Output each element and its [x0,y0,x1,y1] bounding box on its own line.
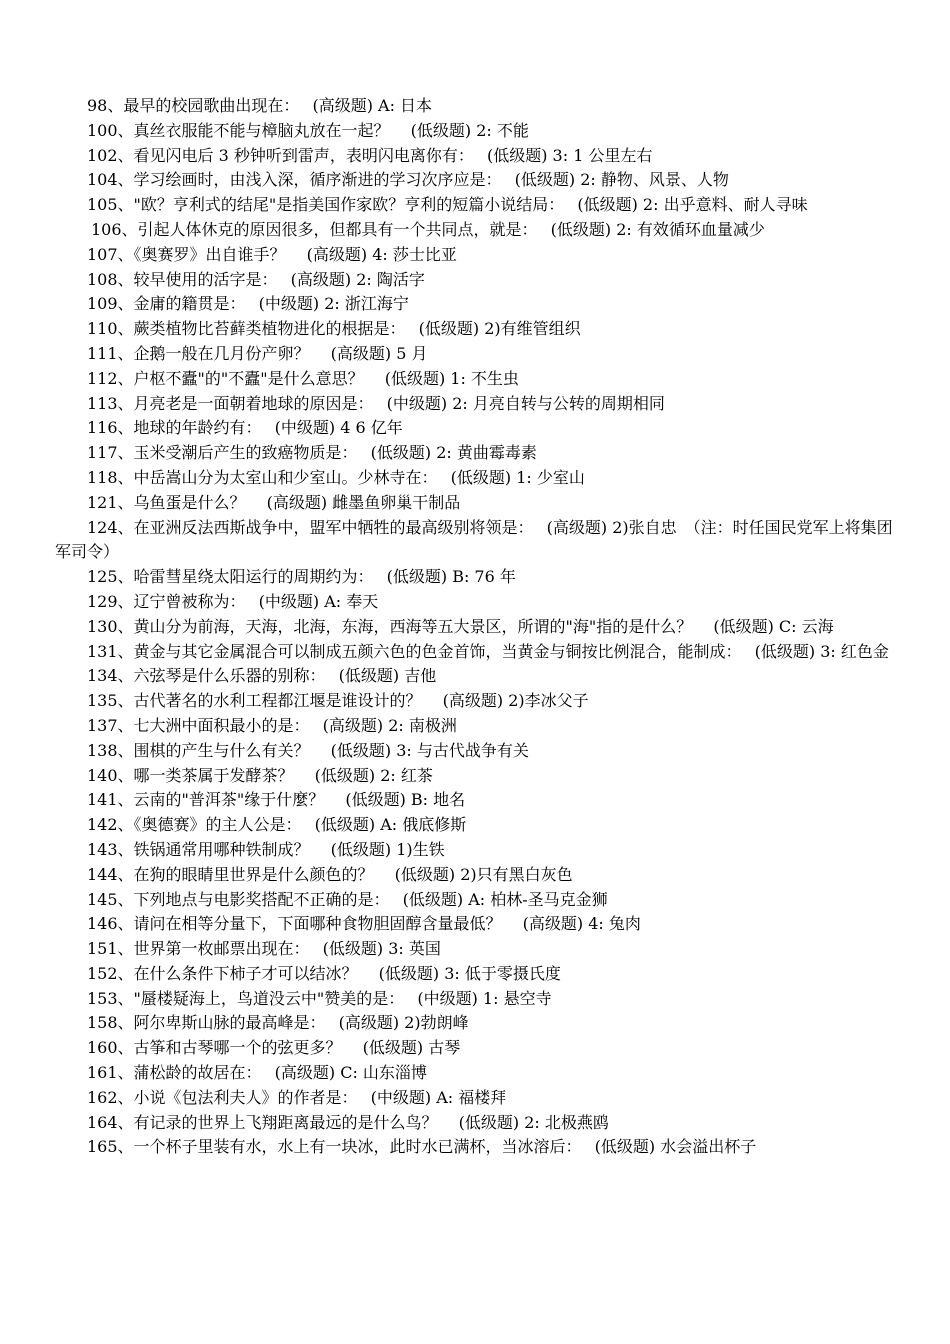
list-item: 131、黄金与其它金属混合可以制成五颜六色的色金首饰，当黄金与铜按比例混合，能制成： (低级题) 3: 红色金 [87,641,889,661]
list-item: 100、真丝衣服能不能与樟脑丸放在一起？ (低级题) 2: 不能 [87,120,529,140]
list-item: 116、地球的年龄约有： (中级题) 4 6 亿年 [87,418,403,438]
list-item: 104、学习绘画时，由浅入深，循序渐进的学习次序应是： (低级题) 2: 静物、风景、人物 [87,170,729,190]
list-item: 138、围棋的产生与什么有关？ (低级题) 3: 与古代战争有关 [87,740,529,760]
list-item: 143、铁锅通常用哪种铁制成？ (低级题) 1)生铁 [87,839,445,859]
list-item: 125、哈雷彗星绕太阳运行的周期约为： (低级题) B: 76 年 [87,567,516,587]
list-item: 142、《奥德赛》的主人公是： (低级题) A: 俄底修斯 [87,815,467,835]
list-item: 146、请问在相等分量下，下面哪种食物胆固醇含量最低？ (高级题) 4: 兔肉 [87,914,641,934]
list-item: 106、引起人体休克的原因很多，但都具有一个共同点，就是： (低级题) 2: 有效循环血量减少 [91,219,765,239]
list-item: 135、古代著名的水利工程都江堰是谁设计的？ (高级题) 2)李冰父子 [87,691,589,711]
question-answer-list [55,94,900,1160]
list-item: 151、世界第一枚邮票出现在： (低级题) 3: 英国 [87,939,441,959]
list-item: 108、较早使用的活字是： (高级题) 2: 陶活字 [87,269,425,289]
list-item: 153、"蜃楼疑海上，鸟道没云中"赞美的是： (中级题) 1: 悬空寺 [87,988,552,1008]
list-item: 121、乌鱼蛋是什么？ (高级题) 雌墨鱼卵巢干制品 [87,492,461,512]
list-item: 158、阿尔卑斯山脉的最高峰是： (高级题) 2)勃朗峰 [87,1013,469,1033]
list-item: 102、看见闪电后 3 秒钟听到雷声，表明闪电离你有： (低级题) 3: 1 公里左右 [87,145,653,165]
list-item: 164、有记录的世界上飞翔距离最远的是什么鸟？ (低级题) 2: 北极燕鸥 [87,1112,609,1132]
list-item: 140、哪一类茶属于发酵茶？ (低级题) 2: 红茶 [87,765,433,785]
list-item: 117、玉米受潮后产生的致癌物质是： (低级题) 2: 黄曲霉毒素 [87,443,537,463]
list-item: 98、最早的校园歌曲出现在： (高级题) A: 日本 [87,96,433,115]
list-item: 152、在什么条件下柿子才可以结冰？ (低级题) 3: 低于零摄氏度 [87,963,561,983]
list-item: 145、下列地点与电影奖搭配不正确的是： (低级题) A: 柏林-圣马克金狮 [87,889,608,909]
list-item: 113、月亮老是一面朝着地球的原因是： (中级题) 2: 月亮自转与公转的周期相同 [87,393,665,413]
list-item: 141、云南的"普洱茶"缘于什麼？ (低级题) B: 地名 [87,790,466,810]
list-item: 112、户枢不蠹"的"不蠹"是什么意思？ (低级题) 1: 不生虫 [87,368,519,388]
list-item: 109、金庸的籍贯是： (中级题) 2: 浙江海宁 [87,294,409,314]
list-item: 162、小说《包法利夫人》的作者是： (中级题) A: 福楼拜 [87,1087,507,1107]
list-item: 160、古筝和古琴哪一个的弦更多？ (低级题) 古琴 [87,1038,461,1058]
list-item: 111、企鹅一般在几月份产卵？ (高级题) 5 月 [87,343,428,363]
list-item: 124、在亚洲反法西斯战争中，盟军中牺牲的最高级别将领是： (高级题) 2)张自忠 （注：时任国民党军上将集团军司令） [55,517,893,562]
list-item: 165、一个杯子里装有水，水上有一块冰，此时水已满杯，当冰溶后： (低级题) 水会溢出杯子 [87,1137,757,1157]
list-item: 137、七大洲中面积最小的是： (高级题) 2: 南极洲 [87,715,457,735]
list-item: 134、六弦琴是什么乐器的别称： (低级题) 吉他 [87,666,437,686]
list-item: 129、辽宁曾被称为： (中级题) A: 奉天 [87,591,379,611]
list-item: 144、在狗的眼睛里世界是什么颜色的？ (低级题) 2)只有黑白灰色 [87,864,573,884]
list-item: 110、蕨类植物比苔藓类植物进化的根据是： (低级题) 2)有维管组织 [87,319,581,339]
list-item: 107、《奥赛罗》出自谁手？ (高级题) 4: 莎士比亚 [87,244,457,264]
list-item: 130、黄山分为前海，天海，北海，东海，西海等五大景区，所谓的"海"指的是什么？ (低级题) C: 云海 [87,616,834,636]
list-item: 161、蒲松龄的故居在： (高级题) C: 山东淄博 [87,1063,427,1083]
list-item: 105、"欧？亨利式的结尾"是指美国作家欧？亨利的短篇小说结局： (低级题) 2: 出乎意料、耐人寻味 [87,195,808,215]
list-item: 118、中岳嵩山分为太室山和少室山。少林寺在： (低级题) 1: 少室山 [87,467,585,487]
